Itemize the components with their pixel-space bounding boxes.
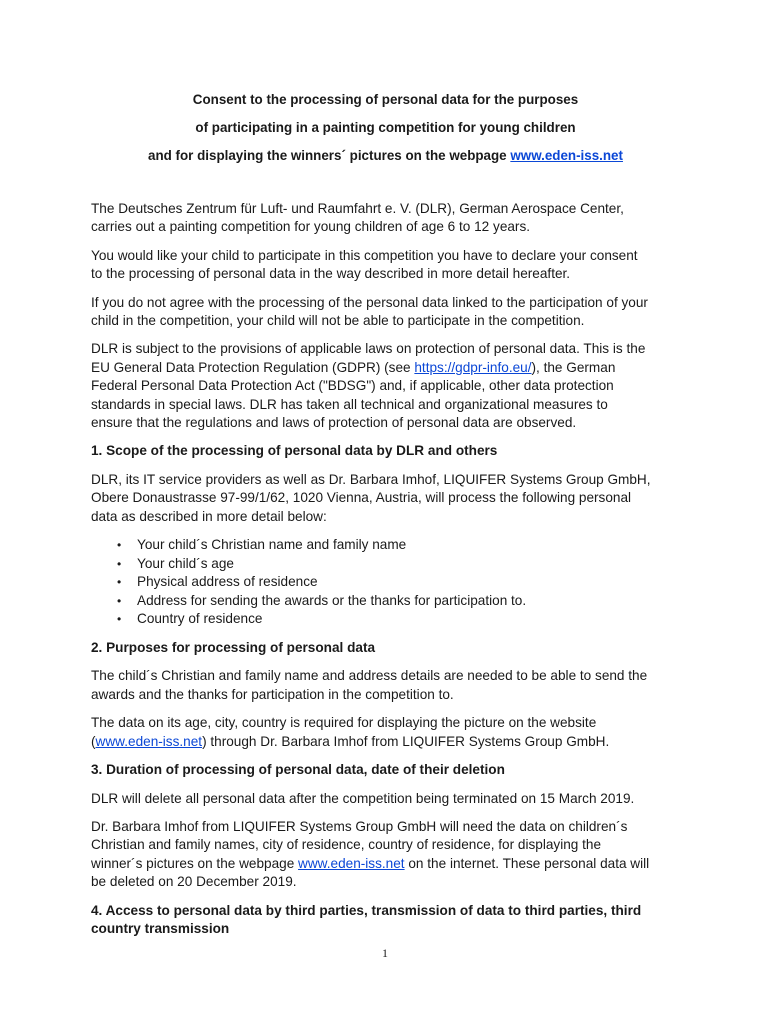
title-line-3-text: and for displaying the winners´ pictures on the webpage [148, 148, 511, 163]
list-item-text: Country of residence [137, 611, 263, 627]
intro-paragraph-4 [91, 340, 680, 432]
section-1-line-1: DLR, its IT service providers as well as Dr. Barbara Imhof, LIQUIFER Systems Group GmbH, [91, 471, 651, 487]
list-item-text: Address for sending the awards or the thanks for participation to. [137, 592, 527, 608]
personal-data-list [91, 536, 680, 629]
list-item [117, 610, 680, 629]
intro-paragraph-4-line-3: Federal Personal Data Protection Act ("BDSG") and, if applicable, other data protection [91, 378, 614, 394]
section-3-heading: 3. Duration of processing of personal data, date of their deletion [91, 762, 505, 778]
section-2-paragraph-2 [91, 714, 680, 751]
section-1-line-2: Obere Donaustrasse 97-99/1/62, 1020 Vienna, Austria, will process the following personal [91, 490, 632, 506]
bullet-icon: • [117, 612, 122, 627]
section-3-p1-line-1: DLR will delete all personal data after the competition being terminated on 15 March 2019. [91, 790, 635, 806]
intro-paragraph-1-line-2: carries out a painting competition for young children of age 6 to 12 years. [91, 219, 531, 235]
section-3-p2-line-1: Dr. Barbara Imhof from LIQUIFER Systems Group GmbH will need the data on children´s [91, 818, 628, 834]
section-3-p2-line-4: be deleted on 20 December 2019. [91, 874, 297, 890]
section-2-heading: 2. Purposes for processing of personal data [91, 640, 376, 656]
bullet-icon: • [117, 593, 122, 608]
bullet-icon: • [117, 556, 122, 571]
document-title [91, 86, 680, 170]
section-2-p1-line-1: The child´s Christian and family name and address details are needed to be able to send the [91, 668, 648, 684]
gdpr-info-link[interactable]: https://gdpr-info.eu/ [414, 359, 532, 375]
page-number: 1 [382, 946, 388, 960]
eden-iss-link[interactable]: www.eden-iss.net [95, 733, 203, 749]
eden-iss-title-link[interactable]: www.eden-iss.net [510, 148, 623, 163]
list-item-text: Your child´s Christian name and family name [137, 537, 407, 553]
section-3-p2-suffix: on the internet. These personal data will [404, 855, 650, 871]
eden-iss-webpage-link[interactable]: www.eden-iss.net [298, 855, 405, 871]
title-line-2: of participating in a painting competition for young children [195, 120, 576, 135]
intro-paragraph-3-line-2: child in the competition, your child will not be able to participate in the competition. [91, 313, 585, 329]
list-item [117, 555, 680, 574]
section-1-line-3: data as described in more detail below: [91, 508, 327, 524]
section-3-p2-line-2: Christian and family names, city of residence, country of residence, for displaying the [91, 837, 602, 853]
intro-paragraph-4-line-2 [91, 359, 680, 377]
intro-paragraph-3 [91, 294, 680, 331]
title-line-3 [91, 142, 680, 170]
section-3-p2-prefix: winner´s pictures on the webpage [91, 855, 299, 871]
intro-paragraph-2-line-1: You would like your child to participate in this competition you have to declare your consent [91, 247, 638, 263]
list-item-text: Physical address of residence [137, 574, 318, 590]
section-1-heading: 1. Scope of the processing of personal data by DLR and others [91, 443, 498, 459]
intro-paragraph-3-line-1: If you do not agree with the processing of the personal data linked to the participation of your [91, 294, 648, 310]
section-4-heading-line-1: 4. Access to personal data by third parties, transmission of data to third parties, third [91, 902, 642, 918]
section-4-heading-line-2: country transmission [91, 920, 230, 936]
list-item [117, 592, 680, 611]
title-line-1: Consent to the processing of personal data for the purposes [192, 92, 579, 107]
section-4-heading [91, 902, 680, 939]
intro-paragraph-2 [91, 247, 680, 284]
list-item [117, 573, 680, 592]
intro-paragraph-1-line-1: The Deutsches Zentrum für Luft- und Raumfahrt e. V. (DLR), German Aerospace Center, [91, 201, 624, 216]
section-2-paragraph-1 [91, 667, 680, 704]
gdpr-prefix-text: EU General Data Protection Regulation (GDPR) (see [91, 359, 415, 375]
list-item-text: Your child´s age [137, 555, 234, 571]
section-3-p2-line-3 [91, 855, 680, 873]
intro-paragraph-4-line-4: standards in special laws. DLR has taken all technical and organizational measures to [91, 396, 608, 412]
paren-open-text: ( [91, 733, 96, 749]
gdpr-suffix-text: ), the German [531, 359, 616, 375]
section-3-paragraph-2 [91, 818, 680, 892]
bullet-icon: • [117, 538, 122, 553]
section-1-paragraph [91, 471, 680, 526]
section-2-p2-suffix: ) through Dr. Barbara Imhof from LIQUIFER Systems Group GmbH. [202, 733, 610, 749]
bullet-icon: • [117, 575, 122, 590]
section-2-p2-line-1: The data on its age, city, country is required for displaying the picture on the website [91, 715, 597, 731]
section-3-paragraph-1 [91, 790, 680, 808]
list-item [117, 536, 680, 555]
intro-paragraph-1 [91, 200, 680, 237]
section-2-p1-line-2: awards and the thanks for participation in the competition to. [91, 686, 454, 702]
intro-paragraph-4-line-1: DLR is subject to the provisions of applicable laws on protection of personal data. This is the [91, 341, 646, 357]
intro-paragraph-2-line-2: to the processing of personal data in the way described in more detail hereafter. [91, 266, 571, 282]
section-2-p2-line-2 [91, 733, 680, 751]
intro-paragraph-4-line-5: ensure that the regulations and laws of protection of personal data are observed. [91, 415, 577, 431]
